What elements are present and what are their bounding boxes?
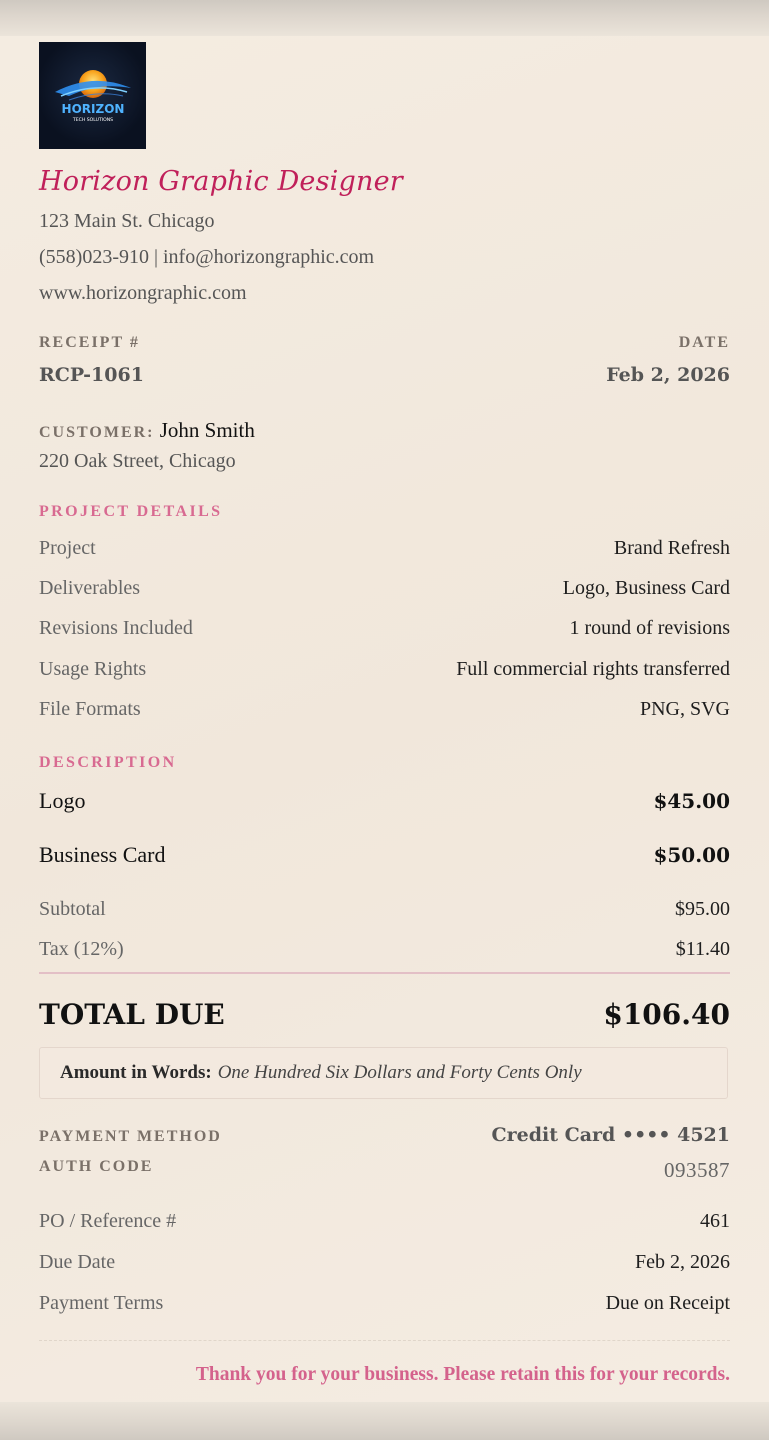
line-item-name: Logo <box>39 788 86 813</box>
detail-value: PNG, SVG <box>639 698 730 720</box>
footer-divider <box>39 1340 730 1341</box>
total-due-row <box>39 998 730 1031</box>
payment-row-key: Due Date <box>39 1251 116 1273</box>
receipt-number-label: RECEIPT # <box>39 334 140 351</box>
customer-name: John Smith <box>159 418 255 442</box>
detail-row <box>39 617 730 645</box>
payment-row-value: Due on Receipt <box>605 1292 730 1314</box>
subtotal-label: Subtotal <box>39 898 106 920</box>
business-name: Horizon Graphic Designer <box>39 166 403 197</box>
detail-row <box>39 698 730 726</box>
project-details-heading: PROJECT DETAILS <box>39 503 223 520</box>
tax-value: $11.40 <box>675 938 730 960</box>
detail-value: Full commercial rights transferred <box>456 658 730 680</box>
subtotal-row <box>39 898 730 926</box>
detail-key: Deliverables <box>39 577 141 599</box>
logo-subtext: TECH SOLUTIONS <box>72 118 114 123</box>
amount-in-words-value: One Hundred Six Dollars and Forty Cents Only <box>217 1062 582 1083</box>
customer-address: 220 Oak Street, Chicago <box>39 450 236 472</box>
detail-value: Logo, Business Card <box>562 577 730 599</box>
detail-row <box>39 658 730 686</box>
line-item <box>39 842 730 868</box>
subtotal-value: $95.00 <box>675 898 730 920</box>
amount-in-words-box <box>39 1047 728 1099</box>
total-divider <box>39 972 730 974</box>
receipt-date: Feb 2, 2026 <box>606 364 730 386</box>
auth-code-label: AUTH CODE <box>39 1158 154 1175</box>
line-item-amount: $50.00 <box>653 843 730 867</box>
detail-key: Project <box>39 537 96 559</box>
logo-text: HORIZON <box>61 102 125 116</box>
payment-row-value: Feb 2, 2026 <box>635 1251 730 1273</box>
detail-row <box>39 577 730 605</box>
amount-in-words-label: Amount in Words: <box>60 1062 212 1083</box>
payment-row <box>39 1251 730 1279</box>
company-logo <box>39 42 146 149</box>
payment-row-value: 461 <box>700 1210 730 1232</box>
receipt-date-label: DATE <box>678 334 730 351</box>
business-address: 123 Main St. Chicago <box>39 210 215 232</box>
detail-value: Brand Refresh <box>613 537 730 559</box>
payment-row-key: PO / Reference # <box>39 1210 177 1232</box>
line-item-name: Business Card <box>39 842 166 867</box>
payment-row <box>39 1210 730 1238</box>
detail-key: Revisions Included <box>39 617 193 639</box>
payment-method-value: Credit Card •••• 4521 <box>491 1124 730 1146</box>
auth-code-value: 093587 <box>664 1158 730 1182</box>
detail-value: 1 round of revisions <box>569 617 730 639</box>
tax-row <box>39 938 730 966</box>
detail-row <box>39 537 730 565</box>
detail-key: File Formats <box>39 698 141 720</box>
total-due-label: TOTAL DUE <box>39 998 225 1031</box>
description-heading: DESCRIPTION <box>39 754 177 771</box>
line-item <box>39 788 730 814</box>
thank-you-message: Thank you for your business. Please retain this for your records. <box>195 1364 730 1385</box>
business-contact: (558)023-910 | info@horizongraphic.com <box>39 246 375 268</box>
detail-key: Usage Rights <box>39 658 147 680</box>
payment-row <box>39 1292 730 1320</box>
payment-method-label: PAYMENT METHOD <box>39 1128 222 1145</box>
total-due-value: $106.40 <box>603 998 730 1031</box>
customer-line <box>39 418 255 443</box>
receipt-bottom-edge <box>0 1402 769 1440</box>
customer-label: CUSTOMER: <box>39 424 155 441</box>
receipt-top-edge <box>0 0 769 36</box>
business-website: www.horizongraphic.com <box>39 282 247 304</box>
receipt-number: RCP-1061 <box>39 364 144 386</box>
line-item-amount: $45.00 <box>653 789 730 813</box>
tax-label: Tax (12%) <box>39 938 124 960</box>
payment-row-key: Payment Terms <box>39 1292 164 1314</box>
